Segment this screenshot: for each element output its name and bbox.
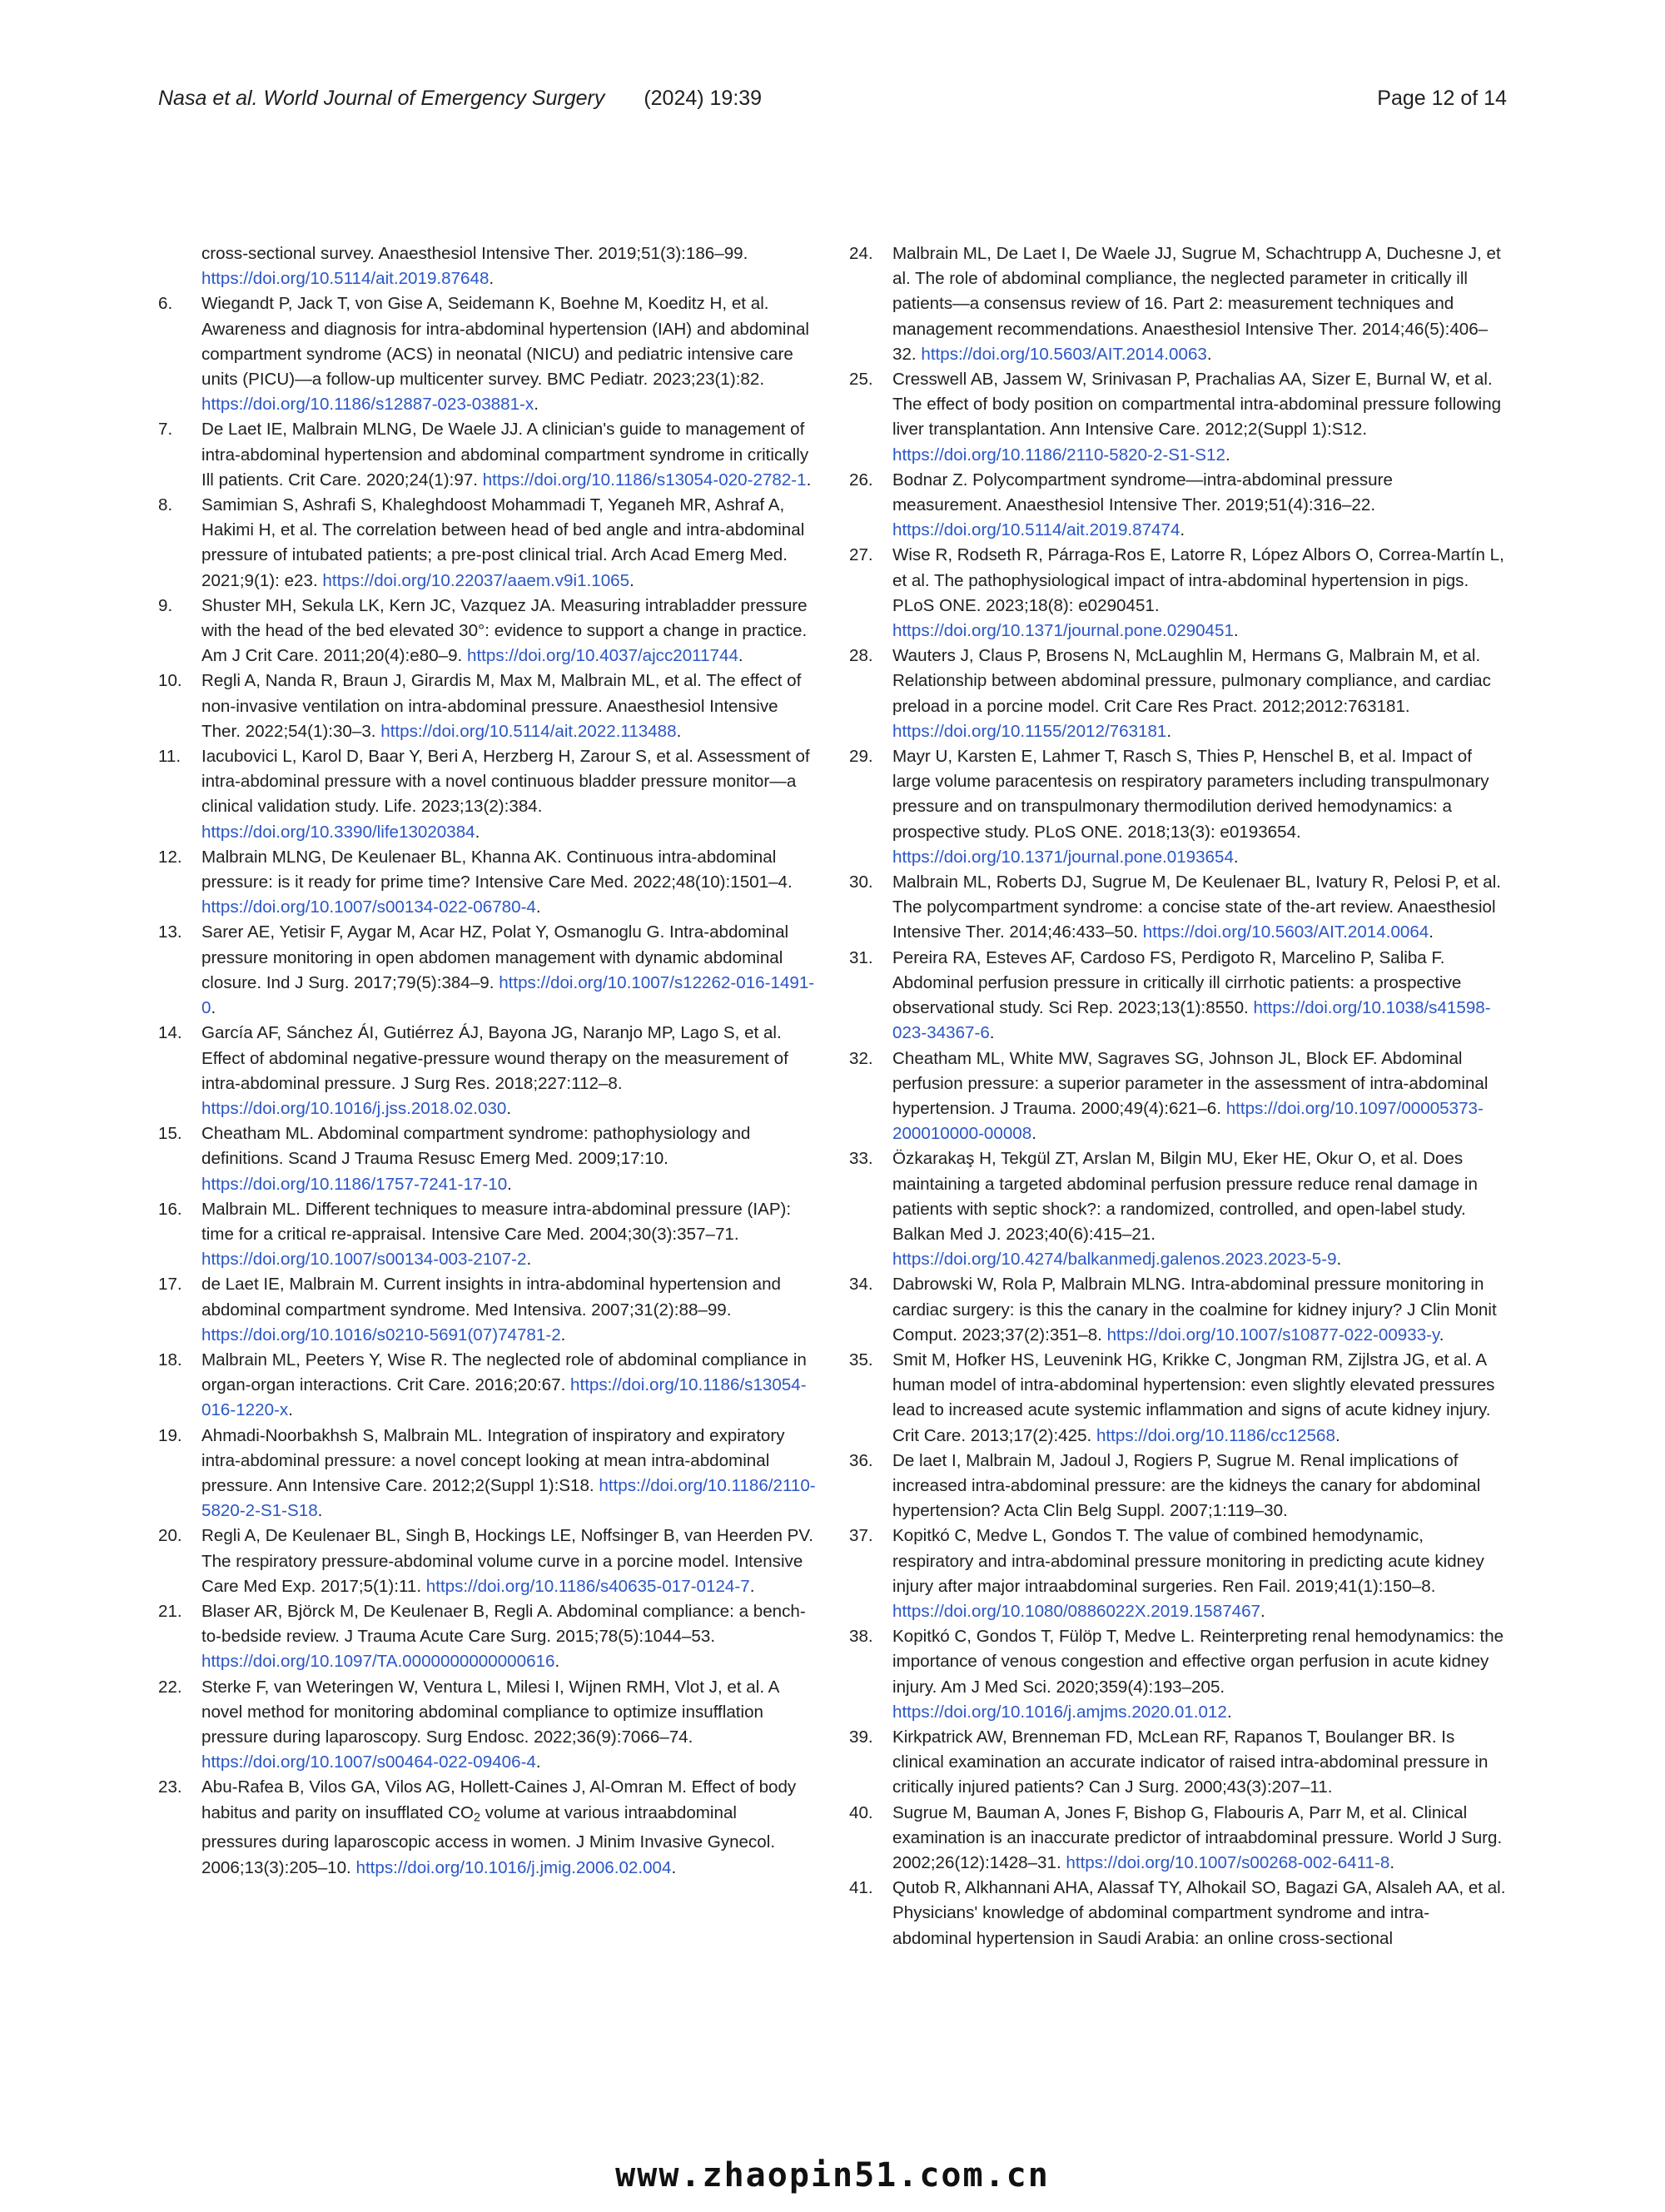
reference-period: . bbox=[989, 1023, 995, 1043]
reference-text: Pereira RA, Esteves AF, Cardoso FS, Perdigoto R, Marcelino P, Saliba F. Abdominal perfusion pressure in critically ill cirrhotic patients: a prospective observational study. Sci Rep. 2023;13(1):8550. bbox=[892, 947, 1462, 1018]
reference-number: 13. bbox=[158, 922, 182, 942]
reference-number: 7. bbox=[158, 420, 173, 440]
reference-number: 15. bbox=[158, 1124, 182, 1144]
doi-link[interactable]: https://doi.org/10.1186/2110-5820-2-S1-S12 bbox=[892, 445, 1225, 465]
reference-number: 33. bbox=[849, 1149, 873, 1169]
reference-period: . bbox=[1389, 1853, 1395, 1872]
doi-link[interactable]: https://doi.org/10.3390/life13020384 bbox=[201, 822, 475, 842]
reference-number: 36. bbox=[849, 1450, 873, 1470]
reference-number: 24. bbox=[849, 244, 873, 263]
reference-period: . bbox=[506, 1098, 512, 1118]
reference-text: Shuster MH, Sekula LK, Kern JC, Vazquez JA. Measuring intrabladder pressure with the head of the bed elevated 30°: evidence to support a change in practice. Am J Crit Care. 2011;20(4):e80–9. bbox=[201, 595, 808, 666]
reference-period: . bbox=[806, 470, 812, 490]
reference-period: . bbox=[211, 998, 216, 1018]
reference-number: 28. bbox=[849, 646, 873, 666]
reference-item bbox=[849, 468, 1507, 544]
doi-link[interactable]: https://doi.org/10.1007/s00464-022-09406-4 bbox=[201, 1752, 536, 1772]
doi-link[interactable]: https://doi.org/10.5114/ait.2019.87648 bbox=[201, 269, 490, 289]
reference-number: 25. bbox=[849, 370, 873, 390]
reference-text: Abu-Rafea B, Vilos GA, Vilos AG, Hollett-Caines J, Al-Omran M. Effect of body habitus and parity on insufflated CO bbox=[201, 1777, 797, 1822]
reference-text: De laet I, Malbrain M, Jadoul J, Rogiers P, Sugrue M. Renal implications of increased intra-abdominal pressure: are the kidneys the canary for abdominal hypertension? Acta Clin Belg Suppl. 2007;1:119–30. bbox=[892, 1450, 1481, 1521]
reference-item bbox=[158, 594, 816, 669]
reference-item bbox=[849, 543, 1507, 644]
reference-period: . bbox=[560, 1325, 566, 1345]
doi-link[interactable]: https://doi.org/10.22037/aaem.v9i1.1065 bbox=[322, 570, 630, 590]
reference-period: . bbox=[1260, 1601, 1265, 1621]
reference-text: García AF, Sánchez ÁI, Gutiérrez ÁJ, Bayona JG, Naranjo MP, Lago S, et al. Effect of abdominal negative-pressure wound therapy on the measurement of intra-abdominal pressure. J Surg Res. 2018;227:112–8. bbox=[201, 1023, 788, 1093]
reference-item bbox=[849, 1624, 1507, 1725]
reference-item bbox=[158, 669, 816, 744]
reference-text: Bodnar Z. Polycompartment syndrome—intra-abdominal pressure measurement. Anaesthesiol Intensive Ther. 2019;51(4):316–22. bbox=[892, 470, 1393, 515]
reference-text: Dabrowski W, Rola P, Malbrain MLNG. Intra-abdominal pressure monitoring in cardiac surgery: is this the canary in the coalmine for kidney injury? J Clin Monit Comput. 2023;37(2):351–8. bbox=[892, 1275, 1497, 1345]
reference-item bbox=[158, 493, 816, 594]
reference-number: 35. bbox=[849, 1350, 873, 1369]
reference-text: Malbrain ML. Different techniques to measure intra-abdominal pressure (IAP): time for a critical re-appraisal. Intensive Care Med. 2004;30(3):357–71. bbox=[201, 1199, 792, 1244]
reference-number: 22. bbox=[158, 1677, 182, 1697]
reference-text: Malbrain ML, De Laet I, De Waele JJ, Sugrue M, Schachtrupp A, Duchesne J, et al. The role of abdominal compliance, the neglected parameter in critically ill patients—a consensus review of 16. Part 2: measurement techniques and management recommendations. Anaesthesiol Intensive Ther. 2014;46(5):406–32. bbox=[892, 244, 1501, 364]
references-right-column bbox=[849, 241, 1507, 1951]
reference-period: . bbox=[749, 1576, 755, 1596]
reference-number: 6. bbox=[158, 294, 173, 314]
doi-link[interactable]: https://doi.org/10.1016/j.amjms.2020.01.012 bbox=[892, 1702, 1227, 1722]
doi-link[interactable]: https://doi.org/10.1186/1757-7241-17-10 bbox=[201, 1174, 508, 1194]
reference-period: . bbox=[507, 1174, 512, 1194]
reference-text: Regli A, Nanda R, Braun J, Girardis M, Max M, Malbrain ML, et al. The effect of non-invasive ventilation on intra-abdominal pressure. Anaesthesiol Intensive Ther. 2022;54(1):30–3. bbox=[201, 671, 802, 741]
reference-text: Malbrain ML, Peeters Y, Wise R. The neglected role of abdominal compliance in organ-organ interactions. Crit Care. 2016;20:67. bbox=[201, 1350, 807, 1395]
references-left-column bbox=[158, 241, 816, 1881]
reference-period: . bbox=[1336, 1250, 1342, 1270]
reference-text: Özkarakaş H, Tekgül ZT, Arslan M, Bilgin MU, Eker HE, Okur O, et al. Does maintaining a targeted abdominal perfusion pressure reduce renal damage in patients with septic shock?: a randomized, controlled, and open-label study. Balkan Med J. 2023;40(6):415–21. bbox=[892, 1149, 1478, 1244]
page-header bbox=[158, 87, 1507, 120]
doi-link[interactable]: https://doi.org/10.1371/journal.pone.0290451 bbox=[892, 621, 1234, 641]
reference-period: . bbox=[1206, 344, 1212, 364]
reference-text: Mayr U, Karsten E, Lahmer T, Rasch S, Thies P, Henschel B, et al. Impact of large volume paracentesis on respiratory parameters including transpulmonary pressure and on transpulmonary thermodilution derived hemodynamics: a prospective study. PLoS ONE. 2018;13(3): e0193654. bbox=[892, 747, 1489, 842]
doi-link[interactable]: https://doi.org/10.1016/s0210-5691(07)74781-2 bbox=[201, 1325, 561, 1345]
reference-text: Cheatham ML, White MW, Sagraves SG, Johnson JL, Block EF. Abdominal perfusion pressure: a superior parameter in the assessment of intra-abdominal hypertension. J Trauma. 2000;49(4):621–6. bbox=[892, 1048, 1489, 1118]
doi-link[interactable]: https://doi.org/10.1371/journal.pone.0193654 bbox=[892, 847, 1234, 867]
reference-item bbox=[849, 1801, 1507, 1876]
reference-number: 34. bbox=[849, 1275, 873, 1295]
reference-period: . bbox=[738, 646, 743, 666]
reference-number: 18. bbox=[158, 1350, 182, 1369]
reference-period: . bbox=[554, 1652, 560, 1672]
running-head-etal: et al. bbox=[212, 87, 258, 110]
reference-text: Blaser AR, Björck M, De Keulenaer B, Regli A. Abdominal compliance: a bench-to-bedside review. J Trauma Acute Care Surg. 2015;78(5):1044–53. bbox=[201, 1601, 806, 1647]
reference-number: 29. bbox=[849, 747, 873, 767]
doi-link[interactable]: https://doi.org/10.1080/0886022X.2019.1587467 bbox=[892, 1601, 1261, 1621]
reference-text: Kopitkó C, Medve L, Gondos T. The value of combined hemodynamic, respiratory and intra-abdominal pressure monitoring in predicting acute kidney injury after major intraabdominal surgeries. Ren Fail. 2019;41(1):150–8. bbox=[892, 1526, 1484, 1596]
reference-item bbox=[849, 946, 1507, 1046]
reference-period: . bbox=[475, 822, 480, 842]
reference-item bbox=[158, 1272, 816, 1348]
reference-text: Malbrain MLNG, De Keulenaer BL, Khanna AK. Continuous intra-abdominal pressure: is it ready for prime time? Intensive Care Med. 2022;48(10):1501–4. bbox=[201, 847, 793, 892]
reference-item bbox=[158, 1524, 816, 1599]
reference-text: Wiegandt P, Jack T, von Gise A, Seidemann K, Boehne M, Koeditz H, et al. Awareness and diagnosis for intra-abdominal hypertension (IAH) and abdominal compartment syndrome (ACS) in neonatal (NICU) and pediatric intensive care units (PICU)—a follow-up multicenter survey. BMC Pediatr. 2023;23(1):82. bbox=[201, 294, 809, 390]
reference-item bbox=[849, 1348, 1507, 1449]
reference-item bbox=[849, 1725, 1507, 1801]
doi-link[interactable]: https://doi.org/10.5603/AIT.2014.0063 bbox=[921, 344, 1207, 364]
reference-number: 32. bbox=[849, 1048, 873, 1068]
reference-period: . bbox=[534, 395, 539, 415]
reference-item bbox=[849, 870, 1507, 946]
reference-period: . bbox=[535, 1752, 541, 1772]
reference-text: Regli A, De Keulenaer BL, Singh B, Hockings LE, Noffsinger B, van Heerden PV. The respiratory pressure-abdominal volume curve in a porcine model. Intensive Care Med Exp. 2017;5(1):11. bbox=[201, 1526, 813, 1596]
footer-watermark: www.zhaopin51.com.cn bbox=[615, 2156, 1050, 2195]
reference-number: 12. bbox=[158, 847, 182, 867]
reference-number: 27. bbox=[849, 545, 873, 565]
reference-period: . bbox=[535, 897, 541, 917]
reference-period: . bbox=[629, 570, 634, 590]
doi-link[interactable]: https://doi.org/10.1007/s00134-022-06780-4 bbox=[201, 897, 536, 917]
reference-text: cross-sectional survey. Anaesthesiol Intensive Ther. 2019;51(3):186–99. bbox=[201, 244, 748, 263]
running-head-citation: (2024) 19:39 bbox=[644, 87, 763, 110]
reference-period: . bbox=[1031, 1124, 1036, 1144]
reference-period: . bbox=[489, 269, 495, 289]
reference-text: de Laet IE, Malbrain M. Current insights in intra-abdominal hypertension and abdominal compartment syndrome. Med Intensiva. 2007;31(2):88–99. bbox=[201, 1275, 781, 1320]
doi-link[interactable]: https://doi.org/10.1007/s10877-022-00933-y bbox=[1106, 1325, 1439, 1345]
reference-item bbox=[158, 241, 816, 291]
reference-number: 19. bbox=[158, 1425, 182, 1445]
reference-text: Sugrue M, Bauman A, Jones F, Bishop G, Flabouris A, Parr M, et al. Clinical examination is an inaccurate predictor of intraabdominal pressure. World J Surg. 2002;26(12):1428–31. bbox=[892, 1802, 1503, 1872]
doi-link[interactable]: https://doi.org/10.1186/s13054-016-1220-x bbox=[201, 1375, 807, 1420]
doi-link[interactable]: https://doi.org/10.1016/j.jmig.2006.02.004 bbox=[355, 1857, 672, 1877]
reference-number: 21. bbox=[158, 1601, 182, 1621]
reference-item bbox=[158, 291, 816, 417]
page-number: Page 12 of 14 bbox=[1377, 87, 1507, 110]
reference-period: . bbox=[1334, 1425, 1340, 1445]
doi-link[interactable]: https://doi.org/10.1155/2012/763181 bbox=[892, 721, 1167, 741]
reference-number: 26. bbox=[849, 470, 873, 490]
reference-period: . bbox=[671, 1857, 677, 1877]
reference-item bbox=[158, 1121, 816, 1197]
reference-subscript: 2 bbox=[474, 1811, 481, 1825]
reference-item bbox=[849, 241, 1507, 367]
reference-text: Kirkpatrick AW, Brenneman FD, McLean RF, Rapanos T, Boulanger BR. Is clinical examination an accurate indicator of raised intra-abdominal pressure in critically injured patients? Can J Surg. 2000;43(3):207–11. bbox=[892, 1727, 1489, 1797]
reference-item bbox=[158, 417, 816, 493]
reference-item bbox=[158, 1021, 816, 1121]
reference-item bbox=[158, 1599, 816, 1675]
reference-item bbox=[158, 744, 816, 845]
reference-item bbox=[158, 1675, 816, 1776]
doi-link[interactable]: https://doi.org/10.5603/AIT.2014.0064 bbox=[1142, 922, 1429, 942]
doi-link[interactable]: https://doi.org/10.4037/ajcc2011744 bbox=[466, 646, 738, 666]
reference-period: . bbox=[288, 1400, 293, 1420]
reference-text: Wise R, Rodseth R, Párraga-Ros E, Latorre R, López Albors O, Correa-Martín L, et al. The pathophysiological impact of intra-abdominal hypertension in pigs. PLoS ONE. 2023;18(8): e0290451. bbox=[892, 545, 1504, 615]
reference-period: . bbox=[317, 1501, 323, 1521]
reference-number: 9. bbox=[158, 595, 173, 615]
reference-period: . bbox=[1233, 847, 1239, 867]
reference-item bbox=[158, 845, 816, 921]
reference-number: 23. bbox=[158, 1777, 182, 1797]
running-head-author: Nasa bbox=[158, 87, 213, 110]
doi-link[interactable]: https://doi.org/10.1007/s00268-002-6411-8 bbox=[1066, 1853, 1390, 1872]
doi-link[interactable]: https://doi.org/10.1186/s13054-020-2782-1 bbox=[482, 470, 807, 490]
doi-link[interactable]: https://doi.org/10.1186/s12887-023-03881-x bbox=[201, 395, 534, 415]
running-head bbox=[158, 87, 762, 111]
reference-number: 40. bbox=[849, 1802, 873, 1822]
reference-text: Smit M, Hofker HS, Leuvenink HG, Krikke C, Jongman RM, Zijlstra JG, et al. A human model of intra-abdominal hypertension: even slightly elevated pressures lead to increased acute systemic inflammation and signs of acute kidney injury. Crit Care. 2013;17(2):425. bbox=[892, 1350, 1495, 1445]
doi-link[interactable]: https://doi.org/10.5114/ait.2022.113488 bbox=[380, 721, 677, 741]
reference-number: 10. bbox=[158, 671, 182, 691]
reference-text: Qutob R, Alkhannani AHA, Alassaf TY, Alhokail SO, Bagazi GA, Alsaleh AA, et al. Physicians' knowledge of abdominal compartment syndrome and intra-abdominal hypertension in Saudi Arabia: an online cross-sectional bbox=[892, 1878, 1506, 1948]
reference-period: . bbox=[1180, 520, 1185, 540]
reference-number: 41. bbox=[849, 1878, 873, 1898]
reference-text-continued: volume at various intraabdominal pressures during laparoscopic access in women. J Minim Invasive Gynecol. 2006;13(3):205–10. bbox=[201, 1802, 776, 1877]
reference-number: 8. bbox=[158, 495, 173, 515]
reference-number: 39. bbox=[849, 1727, 873, 1747]
reference-item bbox=[849, 1272, 1507, 1348]
doi-link[interactable]: https://doi.org/10.1097/TA.0000000000000616 bbox=[201, 1652, 555, 1672]
doi-link[interactable]: https://doi.org/10.1186/cc12568 bbox=[1096, 1425, 1335, 1445]
reference-item bbox=[158, 1424, 816, 1524]
reference-item bbox=[158, 1197, 816, 1273]
reference-text: De Laet IE, Malbrain MLNG, De Waele JJ. A clinician's guide to management of intra-abdominal hypertension and abdominal compartment syndrome in critically Ill patients. Crit Care. 2020;24(1):97. bbox=[201, 420, 809, 490]
reference-number: 37. bbox=[849, 1526, 873, 1546]
reference-text: Sterke F, van Weteringen W, Ventura L, Milesi I, Wijnen RMH, Vlot J, et al. A novel method for monitoring abdominal compliance to optimize insufflation pressure during laparoscopy. Surg Endosc. 2022;36(9):7066–74. bbox=[201, 1677, 779, 1747]
reference-period: . bbox=[1166, 721, 1172, 741]
reference-item bbox=[158, 1348, 816, 1424]
reference-number: 31. bbox=[849, 947, 873, 967]
reference-text: Sarer AE, Yetisir F, Aygar M, Acar HZ, Polat Y, Osmanoglu G. Intra-abdominal pressure monitoring in open abdomen management with dynamic abdominal closure. Ind J Surg. 2017;79(5):384–9. bbox=[201, 922, 789, 992]
reference-item bbox=[849, 1046, 1507, 1147]
doi-link[interactable]: https://doi.org/10.1038/s41598-023-34367-6 bbox=[892, 998, 1491, 1043]
reference-number: 11. bbox=[158, 747, 181, 767]
reference-number: 17. bbox=[158, 1275, 182, 1295]
reference-period: . bbox=[1429, 922, 1434, 942]
reference-period: . bbox=[1226, 1702, 1232, 1722]
reference-item bbox=[849, 1876, 1507, 1951]
reference-item bbox=[158, 920, 816, 1021]
reference-number: 16. bbox=[158, 1199, 182, 1219]
reference-text: Ahmadi-Noorbakhsh S, Malbrain ML. Integration of inspiratory and expiratory intra-abdominal pressure: a novel concept looking at mean intra-abdominal pressure. Ann Intensive Care. 2012;2(Suppl 1):S18. bbox=[201, 1425, 785, 1495]
reference-text: Malbrain ML, Roberts DJ, Sugrue M, De Keulenaer BL, Ivatury R, Pelosi P, et al. The polycompartment syndrome: a concise state of the-art review. Anaesthesiol Intensive Ther. 2014;46:433–50. bbox=[892, 872, 1502, 942]
doi-link[interactable]: https://doi.org/10.1186/s40635-017-0124-7 bbox=[425, 1576, 750, 1596]
doi-link[interactable]: https://doi.org/10.4274/balkanmedj.galenos.2023.2023-5-9 bbox=[892, 1250, 1337, 1270]
running-head-journal: World Journal of Emergency Surgery bbox=[257, 87, 605, 110]
reference-item bbox=[849, 367, 1507, 468]
doi-link[interactable]: https://doi.org/10.1016/j.jss.2018.02.030 bbox=[201, 1098, 507, 1118]
doi-link[interactable]: https://doi.org/10.1097/00005373-200010000-00008 bbox=[892, 1098, 1484, 1144]
reference-text: Cheatham ML. Abdominal compartment syndrome: pathophysiology and definitions. Scand J Trauma Resusc Emerg Med. 2009;17:10. bbox=[201, 1124, 751, 1169]
reference-item bbox=[849, 1146, 1507, 1272]
reference-number: 20. bbox=[158, 1526, 182, 1546]
reference-period: . bbox=[1225, 445, 1230, 465]
reference-item bbox=[849, 744, 1507, 870]
reference-item bbox=[158, 1775, 816, 1880]
reference-text: Samimian S, Ashrafi S, Khaleghdoost Mohammadi T, Yeganeh MR, Ashraf A, Hakimi H, et al. The correlation between head of bed angle and intra-abdominal pressure of intubated patients; a pre-post clinical trial. Arch Acad Emerg Med. 2021;9(1): e23. bbox=[201, 495, 805, 590]
reference-text: Kopitkó C, Gondos T, Fülöp T, Medve L. Reinterpreting renal hemodynamics: the importance of venous congestion and effective organ perfusion in acute kidney injury. Am J Med Sci. 2020;359(4):193–205. bbox=[892, 1627, 1504, 1697]
reference-period: . bbox=[1439, 1325, 1444, 1345]
reference-text: Iacubovici L, Karol D, Baar Y, Beri A, Herzberg H, Zarour S, et al. Assessment of intra-abdominal pressure with a novel continuous bladder pressure monitor—a clinical validation study. Life. 2023;13(2):384. bbox=[201, 747, 810, 817]
doi-link[interactable]: https://doi.org/10.1007/s12262-016-1491-0 bbox=[201, 972, 815, 1018]
reference-item bbox=[849, 1524, 1507, 1624]
reference-period: . bbox=[676, 721, 682, 741]
reference-item bbox=[849, 644, 1507, 744]
reference-period: . bbox=[526, 1250, 532, 1270]
reference-number: 30. bbox=[849, 872, 873, 892]
reference-item bbox=[849, 1449, 1507, 1524]
reference-text: Wauters J, Claus P, Brosens N, McLaughlin M, Hermans G, Malbrain M, et al. Relationship between abdominal pressure, pulmonary compliance, and cardiac preload in a porcine model. Crit Care Res Pract. 2012;2012:763181. bbox=[892, 646, 1491, 716]
doi-link[interactable]: https://doi.org/10.1007/s00134-003-2107-2 bbox=[201, 1250, 527, 1270]
reference-number: 14. bbox=[158, 1023, 182, 1043]
reference-period: . bbox=[1233, 621, 1239, 641]
doi-link[interactable]: https://doi.org/10.5114/ait.2019.87474 bbox=[892, 520, 1180, 540]
doi-link[interactable]: https://doi.org/10.1186/2110-5820-2-S1-S18 bbox=[201, 1475, 816, 1521]
reference-number: 38. bbox=[849, 1627, 873, 1647]
reference-text: Cresswell AB, Jassem W, Srinivasan P, Prachalias AA, Sizer E, Burnal W, et al. The effect of body position on compartmental intra-abdominal pressure following liver transplantation. Ann Intensive Care. 2012;2(Suppl 1):S12. bbox=[892, 370, 1502, 440]
